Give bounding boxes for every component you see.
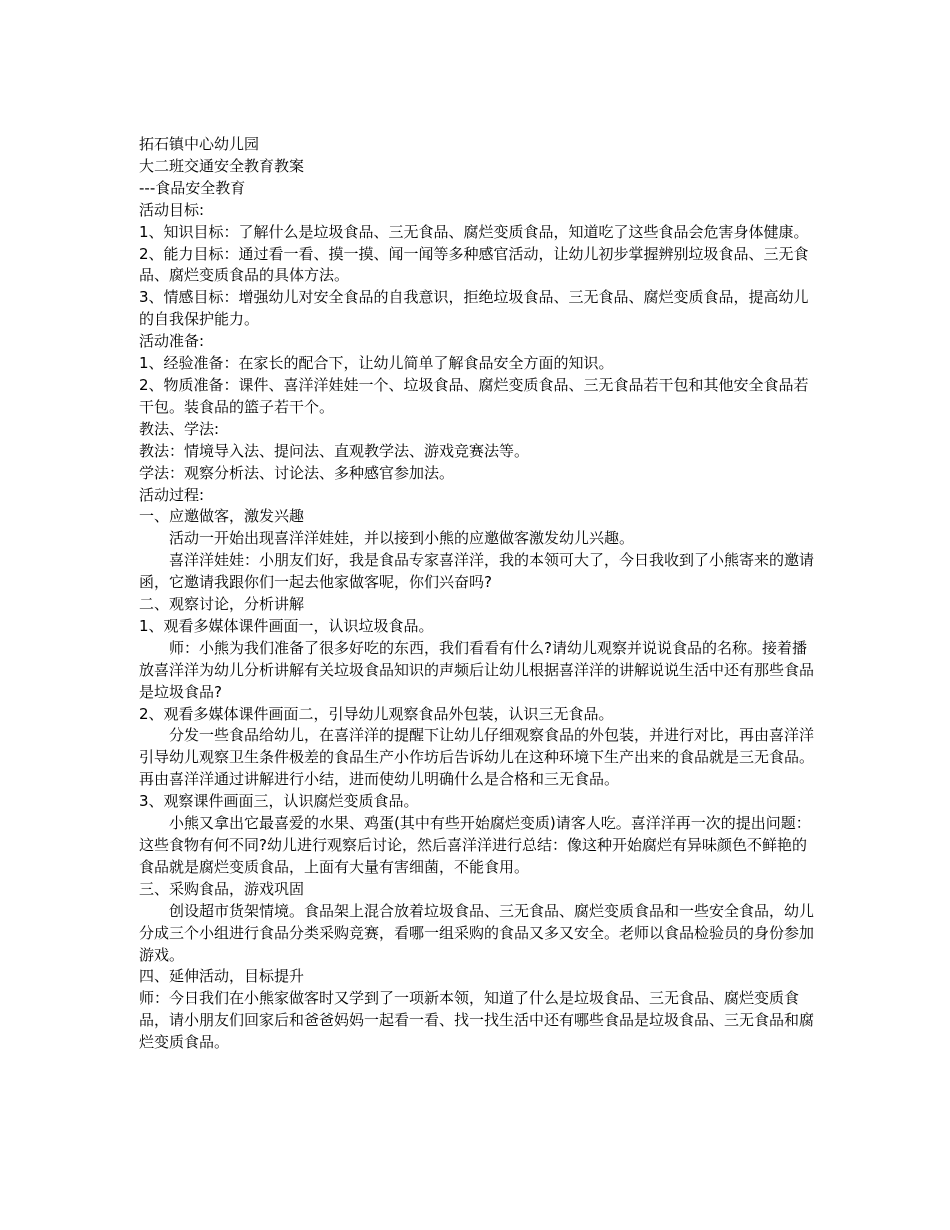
paragraph: 分发一些食品给幼儿，在喜洋洋的提醒下让幼儿仔细观察食品的外包装，并进行对比，再由喜洋洋引导幼儿观察卫生条件极差的食品生产小作坊后告诉幼儿在这种环境下生产出来的食品就是三无食品。再由喜洋洋通过讲解进行小结，进而使幼儿明确什么是合格和三无食品。 <box>139 726 815 789</box>
document-page <box>139 134 819 1054</box>
paragraph: 三、采购食品，游戏巩固 <box>139 879 305 898</box>
paragraph: 喜洋洋娃娃：小朋友们好，我是食品专家喜洋洋，我的本领可大了，今日我收到了小熊寄来的邀请函，它邀请我跟你们一起去他家做客呢，你们兴奋吗? <box>139 551 815 592</box>
paragraph: 师：今日我们在小熊家做客时又学到了一项新本领，知道了什么是垃圾食品、三无食品、腐烂变质食品，请小朋友们回家后和爸爸妈妈一起看一看、找一找生活中还有哪些食品是垃圾食品、三无食品和腐烂变质食品。 <box>139 989 815 1052</box>
paragraph: 师：小熊为我们准备了很多好吃的东西，我们看看有什么?请幼儿观察并说说食品的名称。接着播放喜洋洋为幼儿分析讲解有关垃圾食品知识的声频后让幼儿根据喜洋洋的讲解说说生活中还有那些食品是垃圾食品? <box>139 638 815 701</box>
paragraph: 二、观察讨论，分析讲解 <box>139 595 305 614</box>
paragraph: 教法：情境导入法、提问法、直观教学法、游戏竞赛法等。 <box>139 441 530 460</box>
paragraph: 活动目标: <box>139 200 205 219</box>
paragraph: 活动一开始出现喜洋洋娃娃，并以接到小熊的应邀做客激发幼儿兴趣。 <box>169 529 635 548</box>
paragraph: 一、应邀做客，激发兴趣 <box>139 507 305 526</box>
paragraph: 活动准备: <box>139 332 205 351</box>
paragraph: 2、能力目标：通过看一看、摸一摸、闻一闻等多种感官活动，让幼儿初步掌握辨别垃圾食品、三无食品、腐烂变质食品的具体方法。 <box>139 244 809 285</box>
paragraph: 小熊又拿出它最喜爱的水果、鸡蛋(其中有些开始腐烂变质)请客人吃。喜洋洋再一次的提出问题：这些食物有何不同?幼儿进行观察后讨论，然后喜洋洋进行总结：像这种开始腐烂有异味颜色不鲜艳的食品就是腐烂变质食品，上面有大量有害细菌，不能食用。 <box>139 814 811 876</box>
paragraph: 教法、学法: <box>139 419 220 438</box>
paragraph: 四、延伸活动，目标提升 <box>139 967 305 986</box>
paragraph: 学法：观察分析法、讨论法、多种感官参加法。 <box>139 463 455 482</box>
paragraph: 1、观看多媒体课件画面一，认识垃圾食品。 <box>139 616 434 635</box>
paragraph: 1、知识目标：了解什么是垃圾食品、三无食品、腐烂变质食品，知道吃了这些食品会危害身体健康。 <box>139 222 809 241</box>
paragraph: 3、情感目标：增强幼儿对安全食品的自我意识，拒绝垃圾食品、三无食品、腐烂变质食品，提高幼儿的自我保护能力。 <box>139 288 809 329</box>
paragraph: 3、观察课件画面三，认识腐烂变质食品。 <box>139 792 419 811</box>
paragraph: 大二班交通安全教育教案 <box>139 156 305 175</box>
paragraph: 活动过程: <box>139 485 205 504</box>
paragraph: 2、观看多媒体课件画面二，引导幼儿观察食品外包装，认识三无食品。 <box>139 704 614 723</box>
paragraph: 创设超市货架情境。食品架上混合放着垃圾食品、三无食品、腐烂变质食品和一些安全食品，幼儿分成三个小组进行食品分类采购竞赛，看哪一组采购的食品又多又安全。老师以食品检验员的身份参加游戏。 <box>139 901 815 964</box>
paragraph: 1、经验准备：在家长的配合下，让幼儿简单了解食品安全方面的知识。 <box>139 354 614 373</box>
paragraph: 拓石镇中心幼儿园 <box>139 135 260 153</box>
paragraph: ---食品安全教育 <box>139 178 246 197</box>
paragraph: 2、物质准备：课件、喜洋洋娃娃一个、垃圾食品、腐烂变质食品、三无食品若干包和其他安全食品若干包。装食品的篮子若干个。 <box>139 375 809 416</box>
